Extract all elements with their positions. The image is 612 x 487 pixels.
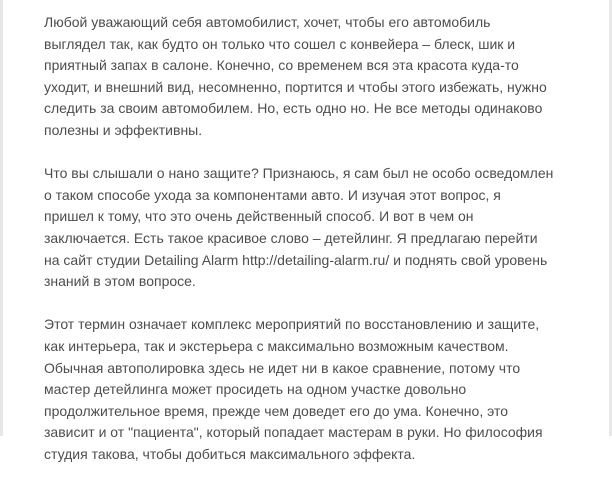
paragraph-detailing-definition (44, 314, 584, 465)
text-line: знаний в этом вопросе. (44, 273, 196, 290)
text-line: продолжительное время, прежде чем доведет его до ума. Конечно, это (44, 402, 508, 419)
text-line: полезны и эффективны. (44, 121, 203, 138)
text-line: мастер детейлинга может просидеть на одном участке довольно (44, 381, 467, 398)
text-line: следить за своим автомобилем. Но, есть одно но. Не все методы одинаково (44, 100, 543, 117)
text-line: студия такова, чтобы добиться максимального эффекта. (44, 445, 416, 462)
text-line: как интерьера, так и экстерьера с максимально возможным качеством. (44, 337, 509, 354)
text-line: Этот термин означает комплекс мероприятий по восстановлению и защите, (44, 316, 540, 333)
text-line: зависит и от "пациента", который попадает мастерам в руки. Но философия (44, 424, 543, 441)
text-line: пришел к тому, что это очень действенный способ. И вот в чем он (44, 208, 474, 225)
text-line: Что вы слышали о нано защите? Признаюсь, я сам был не особо осведомлен (44, 165, 554, 182)
left-border (0, 0, 3, 436)
article-body (44, 12, 584, 487)
text-line: приятный запах в салоне. Конечно, со временем вся эта красота куда-то (44, 57, 519, 74)
paragraph-nano-protection (44, 163, 584, 293)
text-line: о таком способе ухода за компонентами авто. И изучая этот вопрос, я (44, 186, 501, 203)
paragraph-intro (44, 12, 584, 142)
text-line: заключается. Есть такое красивое слово – детейлинг. Я предлагаю перейти (44, 229, 538, 246)
text-line: уходит, и внешний вид, несомненно, портится и чтобы этого избежать, нужно (44, 78, 547, 95)
text-line: выглядел так, как будто он только что сошел с конвейера – блеск, шик и (44, 35, 516, 52)
text-line: на сайт студии Detailing Alarm http://detailing-alarm.ru/ и поднять свой уровень (44, 251, 548, 268)
text-line: Любой уважающий себя автомобилист, хочет, чтобы его автомобиль (44, 14, 491, 30)
text-line: Обычная автополировка здесь не идет ни в какое сравнение, потому что (44, 359, 521, 376)
